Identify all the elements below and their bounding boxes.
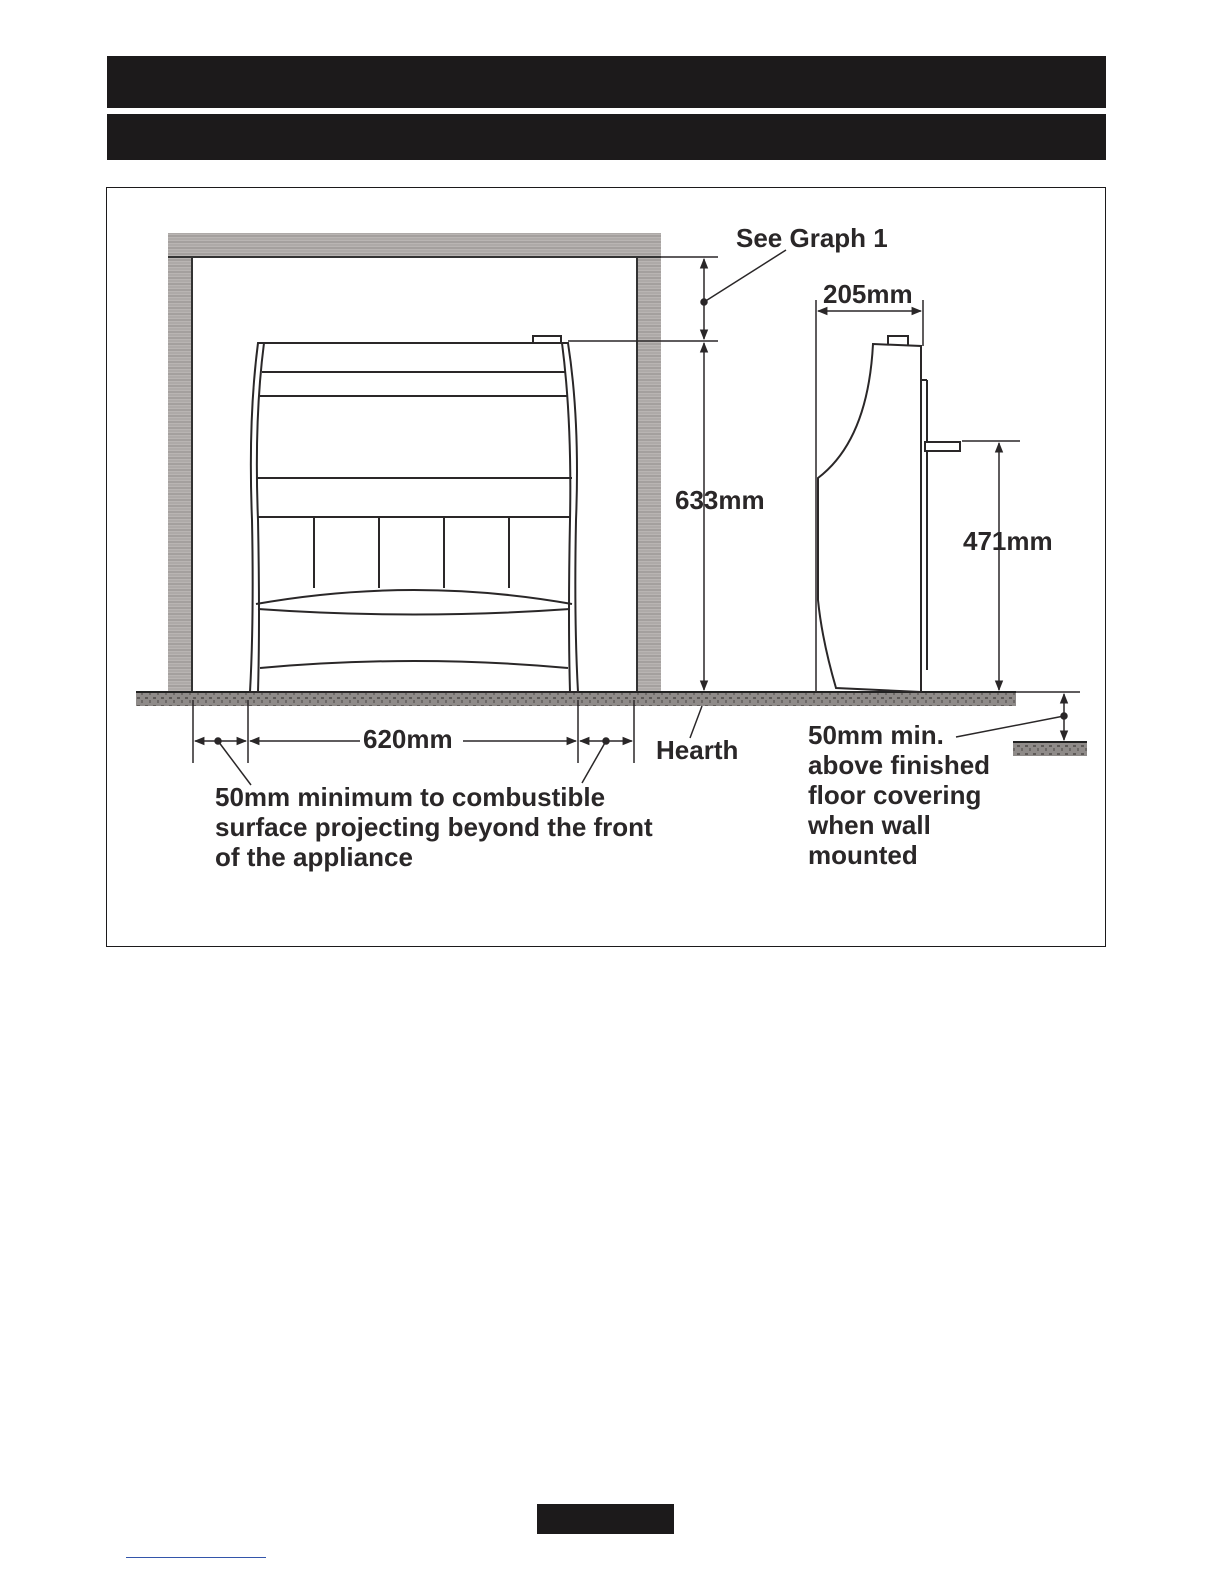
label-depth: 205mm xyxy=(823,279,913,309)
note-floor-line-3: floor covering xyxy=(808,780,982,810)
label-bracket-height: 471mm xyxy=(963,526,1053,556)
page-number-box xyxy=(537,1504,674,1534)
heater-side-view xyxy=(818,336,960,692)
footer-rule xyxy=(126,1557,266,1558)
note-floor-line-4: when wall xyxy=(808,810,931,840)
note-combustible-line-1: 50mm minimum to combustible xyxy=(215,782,606,812)
label-hearth: Hearth xyxy=(656,735,739,765)
label-height: 633mm xyxy=(675,485,765,515)
label-see-graph: See Graph 1 xyxy=(736,223,888,253)
heater-front-view xyxy=(250,336,578,692)
hearth xyxy=(136,692,1087,756)
note-combustible-line-3: of the appliance xyxy=(215,842,413,872)
label-width: 620mm xyxy=(363,724,453,754)
note-floor-line-5: mounted xyxy=(808,840,918,870)
note-floor-line-1: 50mm min. xyxy=(808,720,944,750)
note-floor-line-2: above finished xyxy=(808,750,991,780)
note-combustible-line-2: surface projecting beyond the front xyxy=(215,812,653,842)
